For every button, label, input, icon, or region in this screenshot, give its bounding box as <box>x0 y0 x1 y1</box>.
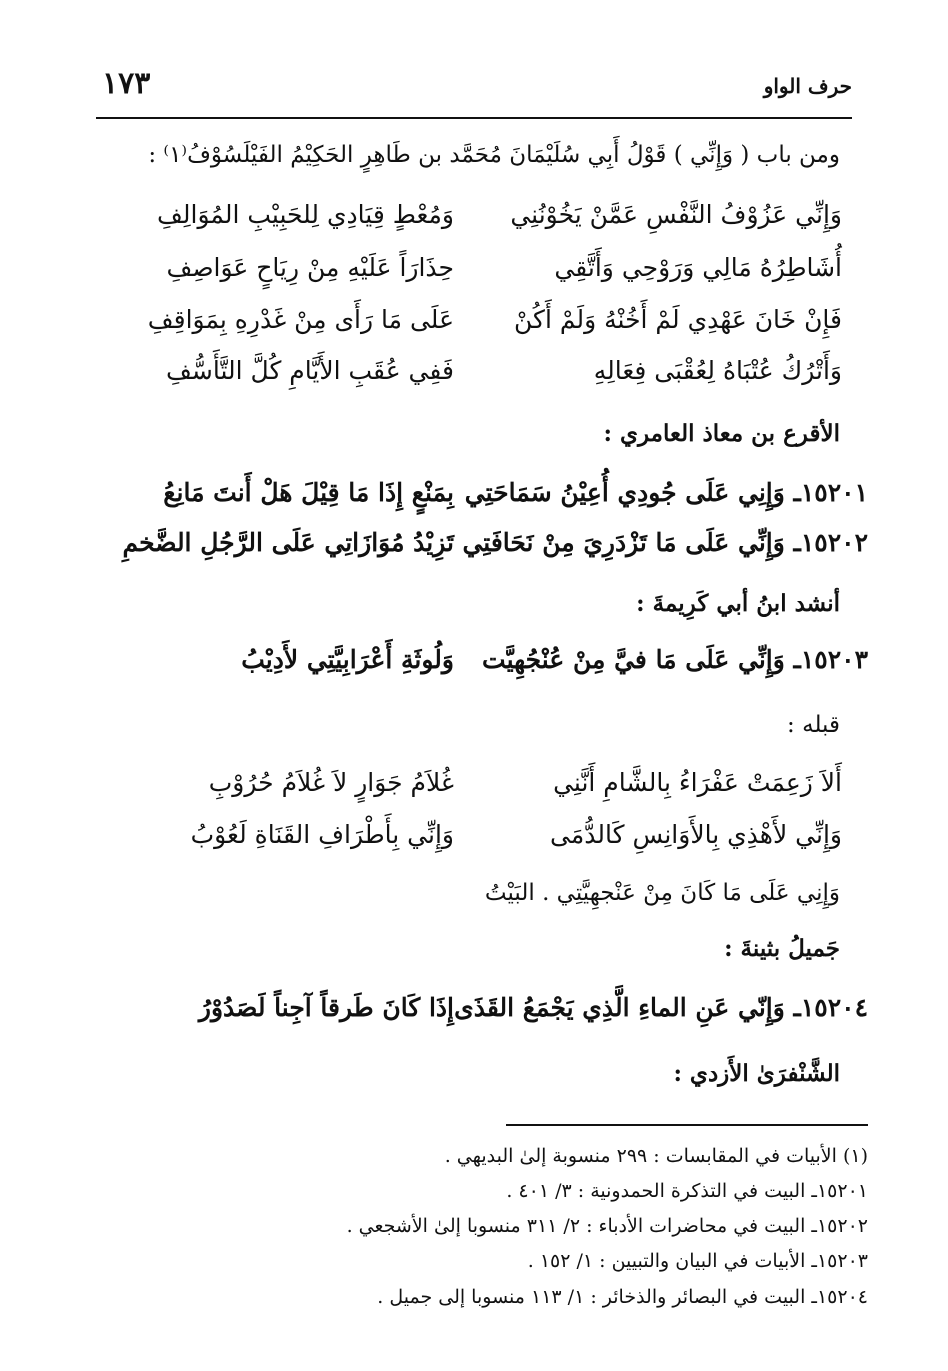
page-number: ١٧٣ <box>102 66 151 101</box>
verse-first-hemistich: وَأَتْرُكُ عُتْبَاهُ لِعُقْبَى فِعَالِهِ <box>593 356 842 385</box>
verse-row <box>124 768 868 814</box>
verse-first-hemistich: وَإِنِّي عَزُوْفُ النَّفْسِ عَمَّنْ يَخُوْنُنِي <box>510 200 842 229</box>
poet-heading: الشَّنْفرَىٰ الأَزدي : <box>673 1060 840 1087</box>
footnote: ١٥٢٠١ـ البيت في التذكرة الحمدونية : ٣/ ٤٠١ . <box>506 1180 868 1202</box>
verse-15201 <box>124 478 868 524</box>
verse-first-hemistich: وَإِنِّي لأَهْذِي بِالأَوَانِسِ كَالدُّمَى <box>550 820 842 849</box>
footnote: (١) الأبيات في المقابسات : ٢٩٩ منسوبة إلىٰ البديهي . <box>444 1145 868 1167</box>
footnote: ١٥٢٠٤ـ البيت في البصائر والذخائر : ١/ ١١٣ منسوبا إلى جميل . <box>377 1286 868 1308</box>
verse-second-hemistich: وَإِنِّي بِأَطْرَافِ القَنَاةِ لَعُوْبُ <box>190 820 454 849</box>
footnote: ١٥٢٠٢ـ البيت في محاضرات الأدباء : ٢/ ٣١١ منسوبا إلىٰ الأشجعي . <box>346 1215 868 1237</box>
verse-first-hemistich: أُشَاطِرُهُ مَالِي وَرَوْحِي وَأَتَّقِي <box>554 253 842 282</box>
poet-heading: جَميلُ بثينةَ : <box>724 935 840 962</box>
bayt-line: وَإِنِي عَلَى مَا كَانَ مِنْ عَنْجهِيَّتِي . البَيْتُ <box>484 880 840 906</box>
verse-row <box>124 356 868 402</box>
verse-row <box>124 305 868 351</box>
poet-heading: الأقرع بن معاذ العامري : <box>603 420 840 447</box>
verse-second-hemistich: عَلَى مَا رَأَى مِنْ غَدْرِهِ بِمَوَاقِفِ <box>147 305 454 334</box>
running-header <box>96 64 852 108</box>
poet-heading: أنشد ابنُ أبي كَرِيمةَ : <box>636 590 840 617</box>
verse-first-hemistich: ١٥٢٠٢ـ وَإِنِّي عَلَى مَا تَزْدَرِيَ مِنْ نَحَافَتِي <box>462 528 868 557</box>
header-rule <box>96 117 852 119</box>
verse-second-hemistich: حِذَارَاً عَلَيْهِ مِنْ رِيَاحٍ عَوَاصِفِ <box>166 253 454 282</box>
verse-15204 <box>124 993 868 1039</box>
verse-second-hemistich: إِذَا كَانَ طَرقاً آجِناً لَصَدُوْرُ <box>198 993 454 1022</box>
verse-second-hemistich: بِمَنْعٍ إِذَا مَا قِيْلَ هَلْ أَنتَ مَانِعُ <box>163 478 454 507</box>
footnote-rule <box>506 1124 868 1126</box>
verse-first-hemistich: ١٥٢٠٣ـ وَإِنِّي عَلَى مَا فيَّ مِنْ عُنْجُهِيَّت <box>482 645 868 674</box>
verse-first-hemistich: ١٥٢٠١ـ وَإِنِي عَلَى جُودِي أُعِيْنُ سَمَاحَتِي <box>464 478 868 507</box>
verse-15203 <box>124 645 868 691</box>
verse-row <box>124 200 868 246</box>
verse-first-hemistich: ١٥٢٠٤ـ وَإِنّي عَنِ الماءِ الَّذِي يَجْمَعُ القَذَى <box>454 993 868 1022</box>
verse-row <box>124 820 868 866</box>
verse-second-hemistich: فَفِي عُقَبِ الأَيَّامِ كُلَّ التَّأَسُّفِ <box>166 356 454 385</box>
section-title: حرف الواو <box>763 74 852 98</box>
verse-second-hemistich: وَمُعْطٍ قِيَادِي لِلحَبِيْبِ المُوَالِفِ <box>157 200 454 229</box>
verse-first-hemistich: فَإِنْ خَانَ عَهْدِي لَمْ أَخُنْهُ وَلَمْ أَكُنْ <box>514 305 842 334</box>
verse-row <box>124 253 868 299</box>
verse-second-hemistich: غُلاَمُ جَوَارٍ لاَ غُلاَمُ حُرُوْبِ <box>208 768 454 797</box>
intro-line: ومن باب ( وَإِنِّي ) قَوْلُ أَبِي سُلَيْمَانَ مُحَمَّد بن طَاهِرٍ الحَكِيْمُ الفَيْلَسُوْفُ⁽١⁾ : <box>148 142 840 168</box>
verse-15202 <box>124 528 868 574</box>
verse-second-hemistich: وَلُوثَةِ أَعْرَابِيَّتِي لأَدِيْبُ <box>241 645 454 674</box>
footnote: ١٥٢٠٣ـ الأبيات في البيان والتبيين : ١/ ١٥٢ . <box>527 1250 868 1272</box>
before-label: قبله : <box>787 712 840 738</box>
verse-second-hemistich: تَزِيْدُ مُوَازَاتِي عَلَى الرَّجُلِ الضَّخمِ <box>122 528 454 557</box>
verse-first-hemistich: أَلاَ زَعِمَتْ عَفْرَاءُ بِالشَّامِ أَنَّنِي <box>553 768 842 797</box>
